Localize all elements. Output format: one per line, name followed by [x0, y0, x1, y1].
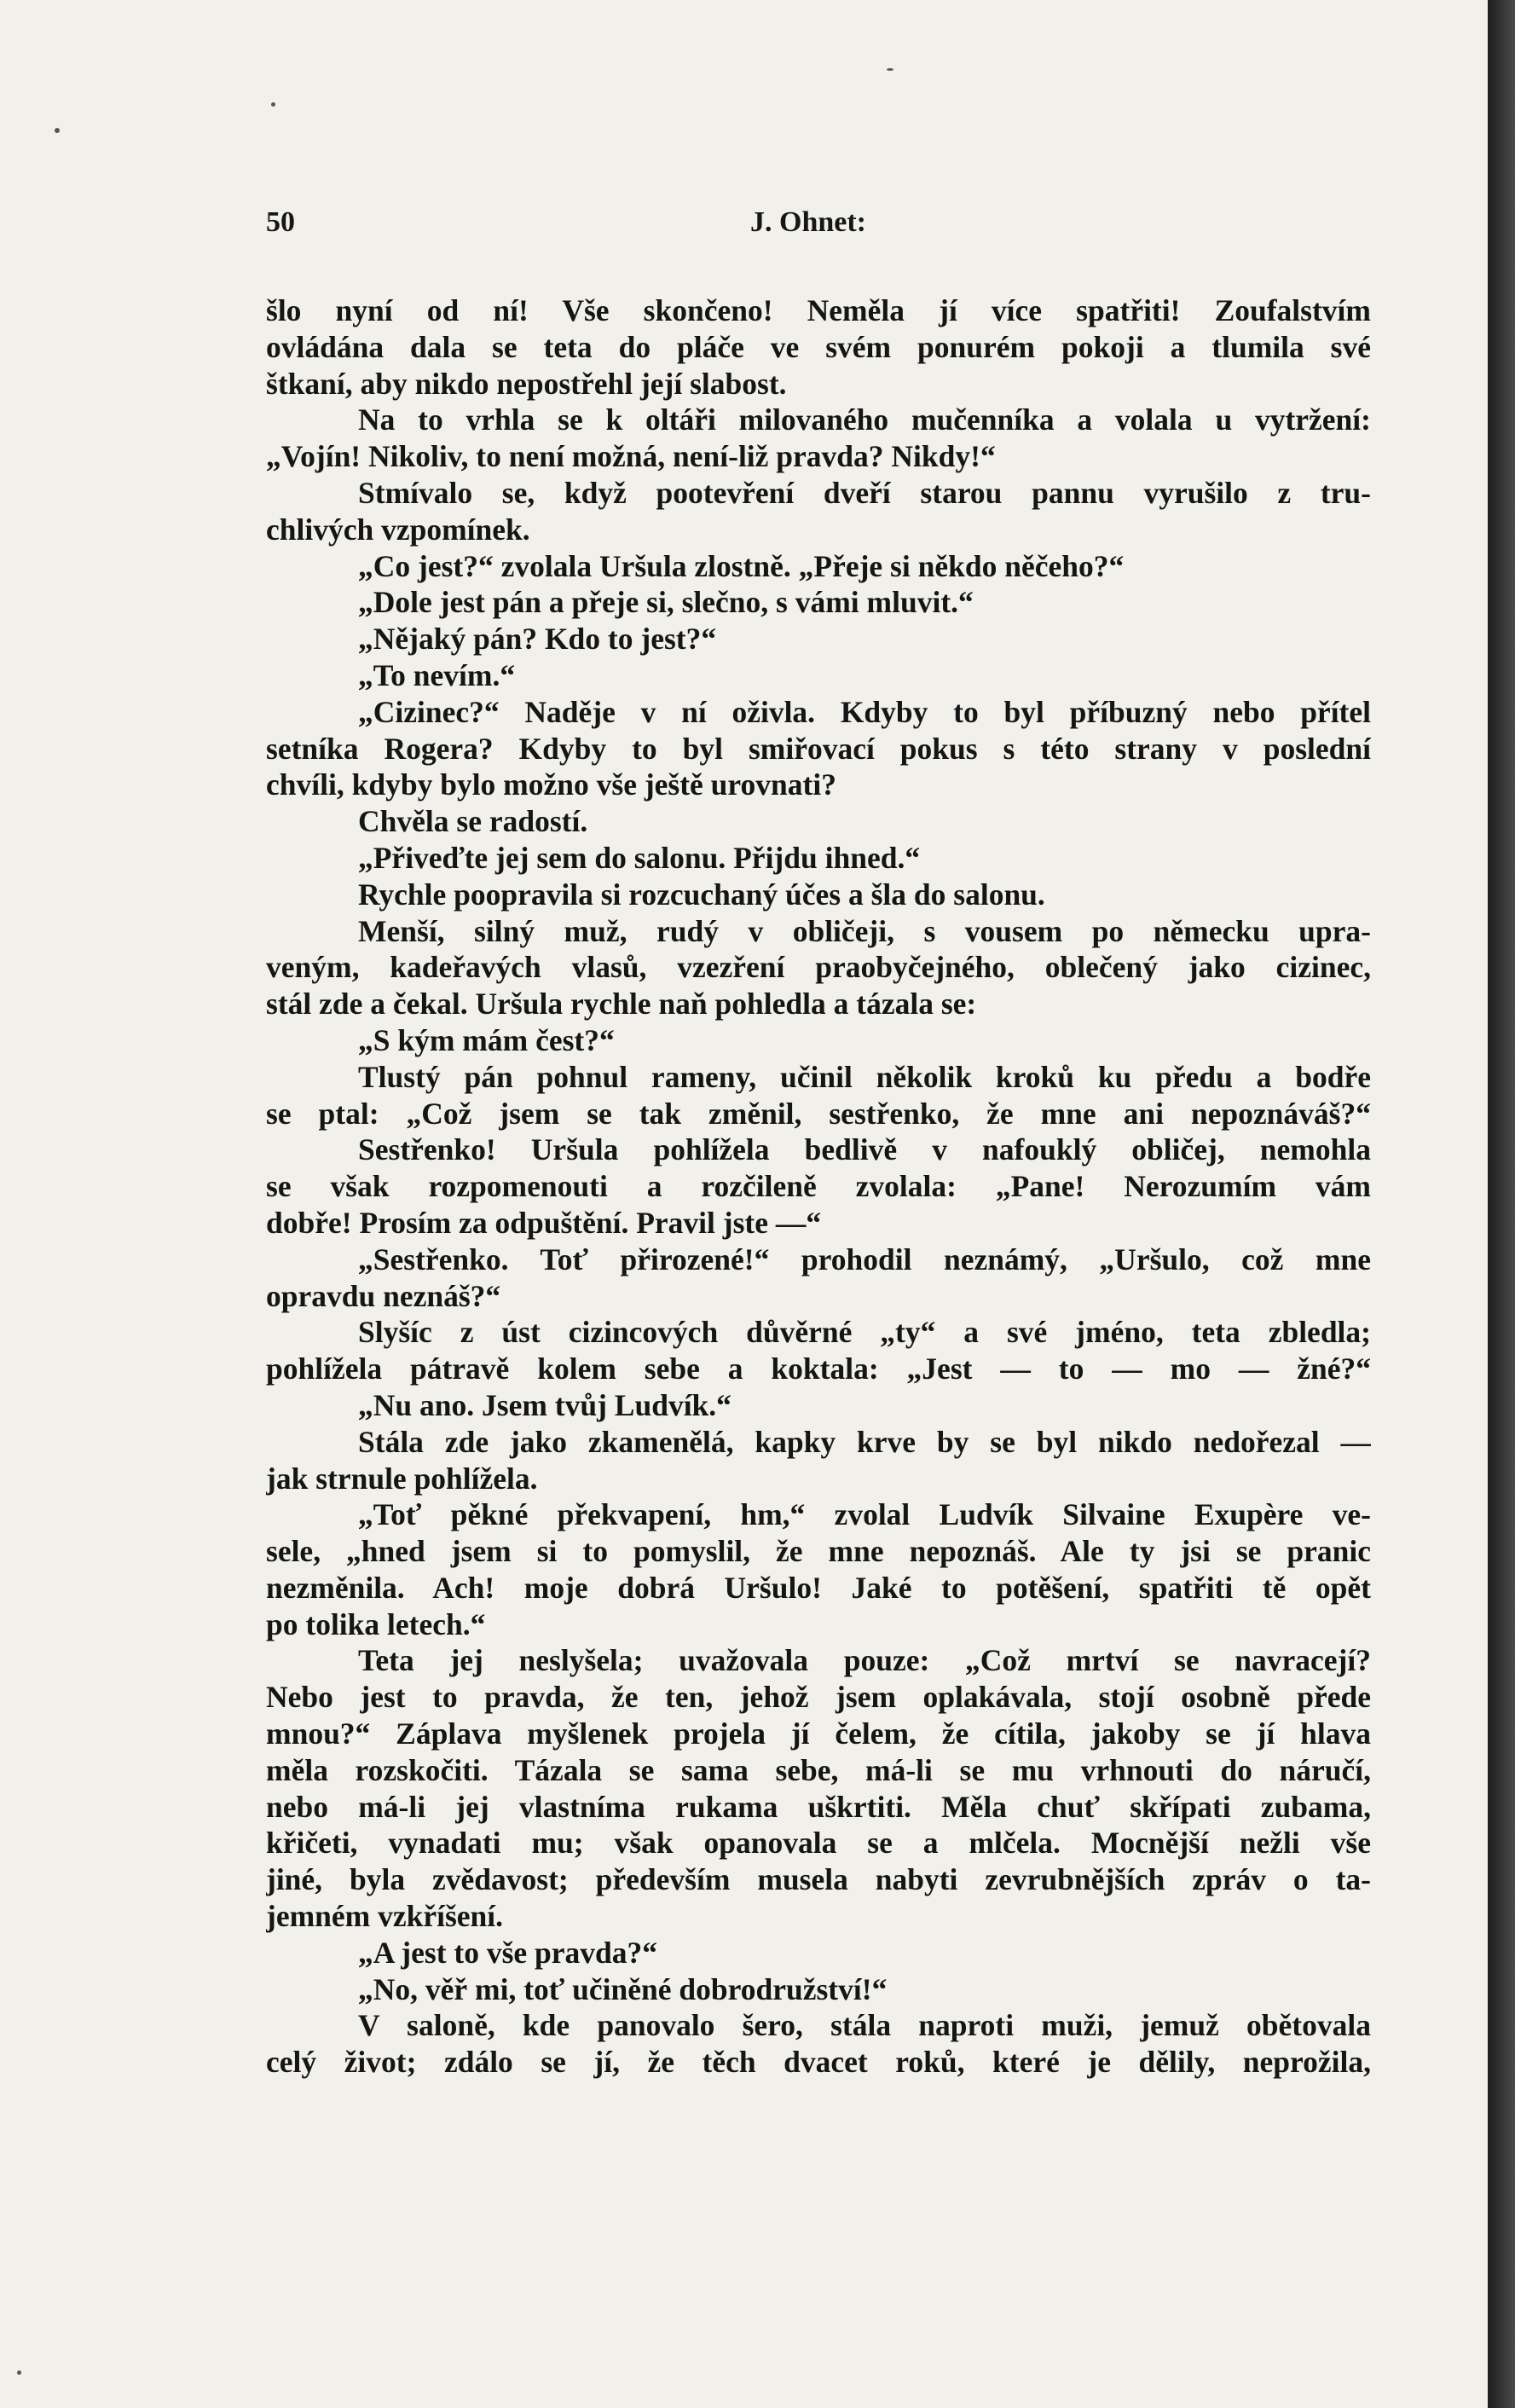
text-line: chlivých vzpomínek.	[266, 512, 530, 547]
paper-speck	[17, 2370, 21, 2375]
text-line: Menší, silný muž, rudý v obličeji, s vousem po německu upra-	[358, 913, 1371, 948]
text-line: chvíli, kdyby bylo možno vše ještě urovnati?	[266, 767, 836, 802]
text-line: pohlížela pátravě kolem sebe a koktala: „Jest — to — mo — žné?“	[266, 1352, 1371, 1386]
text-line: Sestřenko! Uršula pohlížela bedlivě v nafouklý obličej, nemohla	[358, 1132, 1371, 1167]
text-line: „Přiveďte jej sem do salonu. Přijdu ihned.“	[358, 840, 921, 875]
text-line: mnou?“ Záplava myšlenek projela jí čelem, že cítila, jakoby se jí hlava	[266, 1716, 1371, 1751]
text-line: se však rozpomenouti a rozčileně zvolala: „Pane! Nerozumím vám	[266, 1169, 1371, 1204]
text-line: jiné, byla zvědavost; především musela nabyti zevrubnějších zpráv o ta-	[266, 1862, 1371, 1897]
paper-speck	[887, 68, 893, 71]
text-line: „S kým mám čest?“	[358, 1022, 615, 1057]
text-line: opravdu neznáš?“	[266, 1278, 501, 1313]
text-line: „Co jest?“ zvolala Uršula zlostně. „Přeje si někdo něčeho?“	[358, 548, 1125, 583]
page-number: 50	[266, 206, 295, 238]
text-line: jemném vzkříšení.	[266, 1899, 504, 1934]
text-line: šlo nyní od ní! Vše skončeno! Neměla jí více spatřiti! Zoufalstvím	[266, 293, 1371, 327]
text-line: po tolika letech.“	[266, 1606, 486, 1641]
page-edge	[1488, 0, 1515, 2408]
text-line: „To nevím.“	[358, 657, 516, 692]
text-line: „No, věř mi, toť učiněné dobrodružství!“	[358, 1971, 888, 2006]
text-line: sele, „hned jsem si to pomyslil, že mne nepoznáš. Ale ty jsi se pranic	[266, 1534, 1371, 1569]
text-line: stál zde a čekal. Uršula rychle naň pohledla a tázala se:	[266, 987, 977, 1022]
text-line: „Cizinec?“ Naděje v ní oživla. Kdyby to byl příbuzný nebo přítel	[358, 694, 1371, 729]
text-line: křičeti, vynadati mu; však opanovala se a mlčela. Mocnější nežli vše	[266, 1826, 1371, 1861]
text-line: Nebo jest to pravda, že ten, jehož jsem oplakávala, stojí osobně přede	[266, 1680, 1371, 1715]
running-head: J. Ohnet:	[750, 206, 866, 238]
text-line: setníka Rogera? Kdyby to byl smiřovací pokus s této strany v poslední	[266, 731, 1371, 766]
text-line: ovládána dala se teta do pláče ve svém ponurém pokoji a tlumila své	[266, 329, 1371, 364]
text-line: Stmívalo se, když pootevření dveří starou pannu vyrušilo z tru-	[358, 475, 1371, 510]
body-text	[266, 292, 1371, 2081]
text-line: se ptal: „Což jsem se tak změnil, sestřenko, že mne ani nepoznáváš?“	[266, 1096, 1371, 1131]
page-header	[266, 206, 1360, 258]
text-line: celý život; zdálo se jí, že těch dvacet roků, které je dělily, neprožila,	[266, 2045, 1371, 2080]
paper-speck	[271, 102, 275, 107]
text-line: Tlustý pán pohnul rameny, učinil několik kroků ku předu a bodře	[358, 1059, 1371, 1094]
text-line: „Toť pěkné překvapení, hm,“ zvolal Ludvík Silvaine Exupère ve-	[358, 1497, 1371, 1532]
text-line: Slyšíc z úst cizincových důvěrné „ty“ a své jméno, teta zbledla;	[358, 1315, 1371, 1350]
text-line: „A jest to vše pravda?“	[358, 1935, 658, 1970]
text-line: „Nějaký pán? Kdo to jest?“	[358, 622, 717, 657]
paper-speck	[55, 128, 60, 133]
text-line: dobře! Prosím za odpuštění. Pravil jste —“	[266, 1205, 822, 1240]
text-line: Rychle poopravila si rozcuchaný účes a šla do salonu.	[358, 877, 1045, 912]
text-line: měla rozskočiti. Tázala se sama sebe, má-li se mu vrhnouti do náručí,	[266, 1752, 1371, 1787]
text-line: Na to vrhla se k oltáři milovaného mučenníka a volala u vytržení:	[358, 402, 1371, 437]
text-line: „Dole jest pán a přeje si, slečno, s vámi mluvit.“	[358, 585, 974, 620]
text-line: „Vojín! Nikoliv, to není možná, není-liž pravda? Nikdy!“	[266, 439, 996, 474]
text-line: Chvěla se radostí.	[358, 804, 588, 839]
text-line: Stála zde jako zkamenělá, kapky krve by se byl nikdo nedořezal —	[358, 1424, 1371, 1459]
text-line: štkaní, aby nikdo nepostřehl její slabost.	[266, 366, 787, 401]
text-line: Teta jej neslyšela; uvažovala pouze: „Což mrtví se navracejí?	[358, 1643, 1371, 1678]
text-line: „Nu ano. Jsem tvůj Ludvík.“	[358, 1387, 731, 1422]
text-line: V saloně, kde panovalo šero, stála naproti muži, jemuž obětovala	[358, 2008, 1371, 2043]
text-line: jak strnule pohlížela.	[266, 1461, 538, 1496]
text-line: „Sestřenko. Toť přirozené!“ prohodil neznámý, „Uršulo, což mne	[358, 1242, 1371, 1276]
text-line: nezměnila. Ach! moje dobrá Uršulo! Jaké to potěšení, spatřiti tě opět	[266, 1570, 1371, 1605]
text-line: veným, kadeřavých vlasů, vzezření praobyčejného, oblečený jako cizinec,	[266, 950, 1371, 985]
text-line: nebo má-li jej vlastníma rukama uškrtiti. Měla chuť skřípati zubama,	[266, 1789, 1371, 1824]
